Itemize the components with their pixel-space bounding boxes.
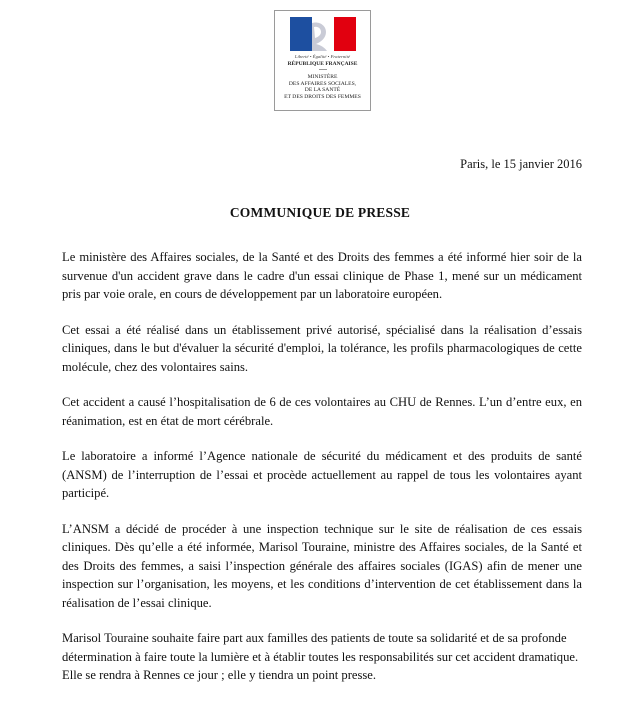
logo-republic: RÉPUBLIQUE FRANÇAISE <box>287 61 358 67</box>
ministry-line: DES AFFAIRES SOCIALES, <box>288 80 357 87</box>
paragraph: Le ministère des Affaires sociales, de la Santé et des Droits des femmes a été informé hier soir de la survenue d'un accident grave dans le cadre d'un essai clinique de Phase 1, mené sur un médicament pris par voie orale, en cours de développement par un laboratoire européen. <box>62 250 582 301</box>
paragraph: Cet essai a été réalisé dans un établissement privé autorisé, spécialisé dans la réalisation d’essais cliniques, dans le but d'évaluer la sécurité d'emploi, la tolérance, les profils pharmacologiques de cette molécule, chez des volontaires sains. <box>62 322 582 374</box>
logo-ministry-name <box>275 74 370 100</box>
marianne-flag-icon <box>290 17 356 51</box>
ministry-line: ET DES DROITS DES FEMMES <box>284 93 361 100</box>
paragraph: L’ANSM a décidé de procéder à une inspection technique sur le site de réalisation de ces essais cliniques. Dès qu’elle a été informée, Marisol Touraine, ministre des Affaires sociales, de la Santé et des Droits des femmes, a saisi l’inspection générale des affaires sociales (IGAS) afin de mener une inspection sur l’organisation, les moyens, et les conditions d’intervention de cet établissement dans la réalisation de l’essai clinique. <box>62 521 582 610</box>
paragraph: Marisol Touraine souhaite faire part aux familles des patients de toute sa solidarité et de sa profonde détermination à faire toute la lumière et à établir toutes les responsabilités sur cet accident dramatique. Elle se rendra à Rennes ce jour ; elle y tiendra un point presse. <box>62 631 579 682</box>
ministry-line: MINISTÈRE <box>307 74 338 80</box>
logo-motto: Liberté • Égalité • Fraternité <box>294 54 351 59</box>
ministry-line: DE LA SANTÉ <box>304 87 341 94</box>
paragraph: Cet accident a causé l’hospitalisation de 6 de ces volontaires au CHU de Rennes. L’un d’entre eux, en réanimation, est en état de mort cérébrale. <box>62 395 582 428</box>
press-release-body <box>62 248 582 702</box>
ministry-logo <box>274 10 371 111</box>
paragraph: Le laboratoire a informé l’Agence nationale de sécurité du médicament et des produits de santé (ANSM) de l’interruption de l’essai et procède actuellement au rappel de tous les volontaires ayant participé. <box>62 449 582 500</box>
logo-divider <box>319 69 327 70</box>
date-line: Paris, le 15 janvier 2016 <box>460 157 582 171</box>
document-title: COMMUNIQUE DE PRESSE <box>229 205 411 220</box>
